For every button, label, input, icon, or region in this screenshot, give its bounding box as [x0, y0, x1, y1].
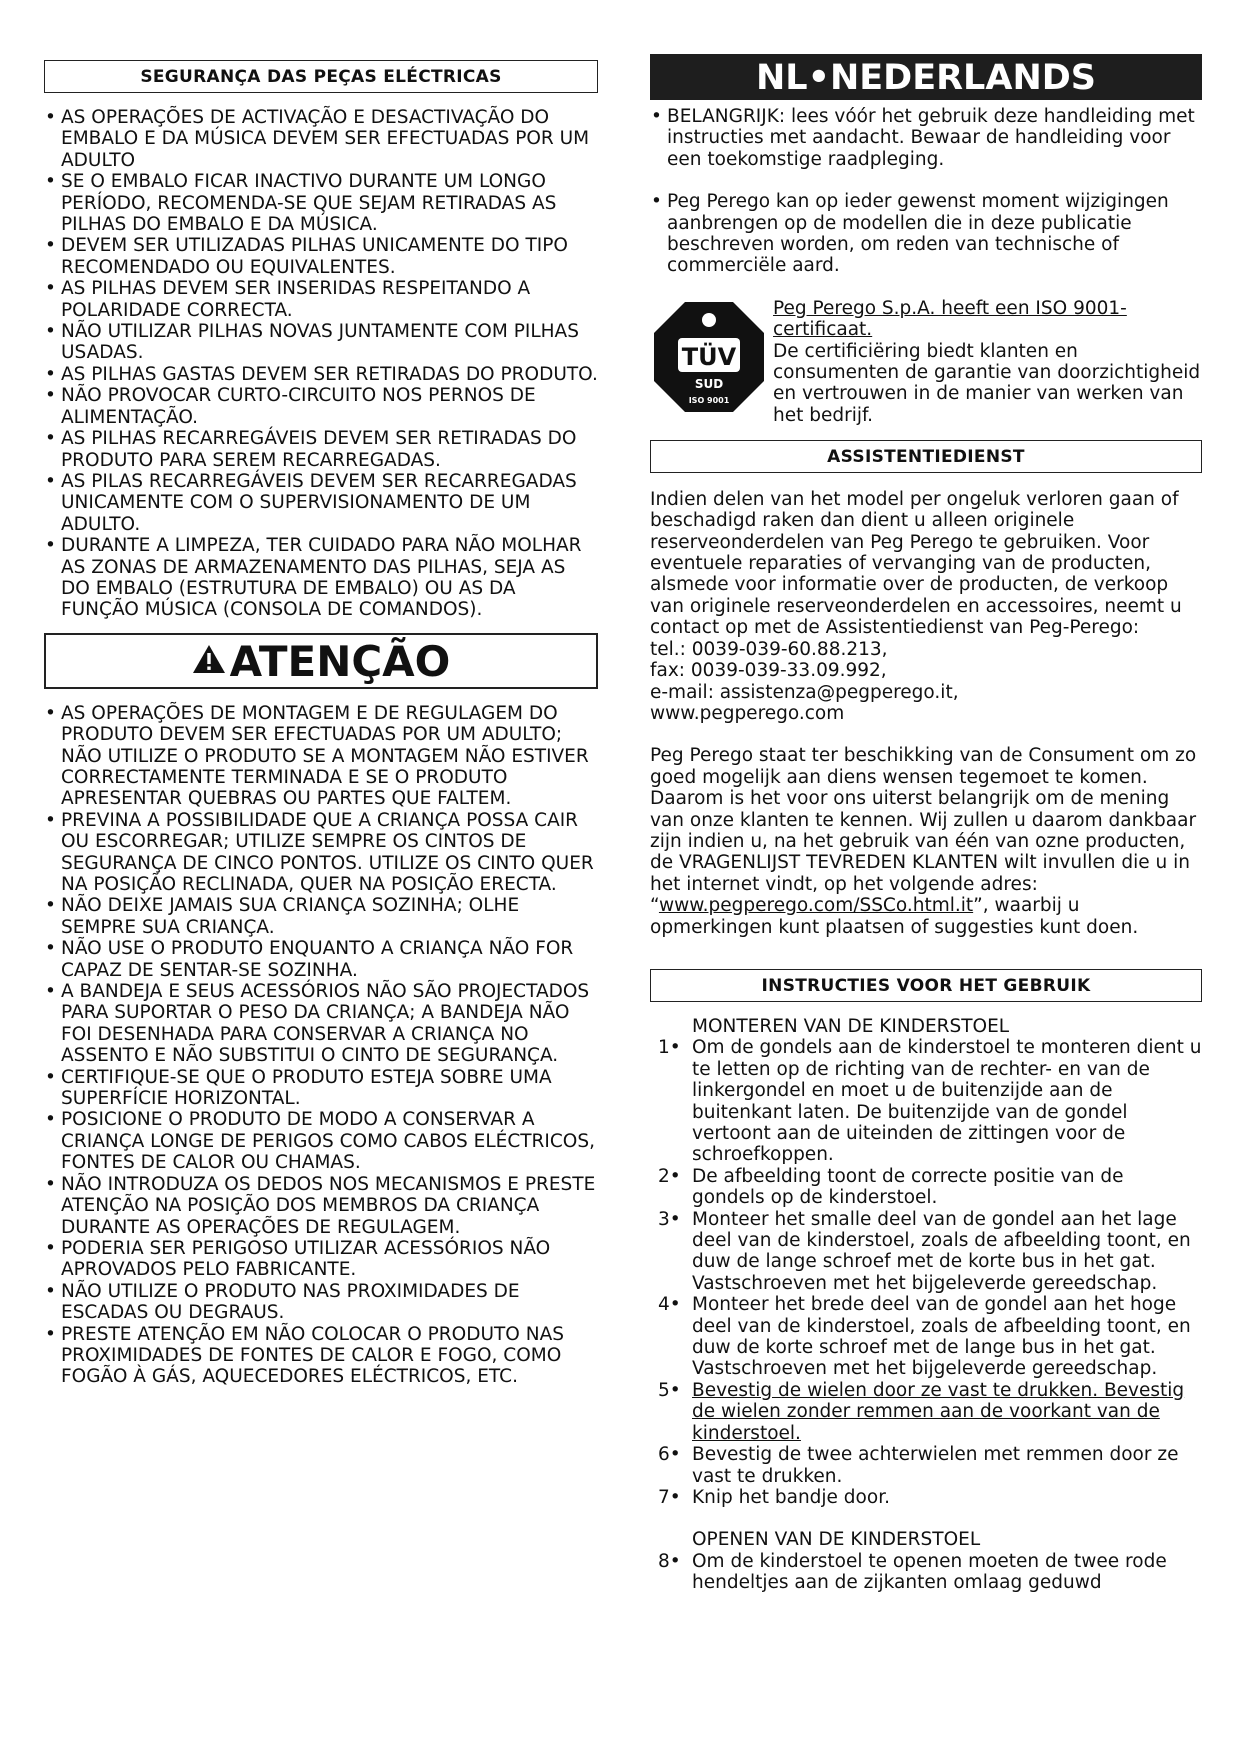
warning-triangle-icon — [192, 633, 226, 687]
step-number: 2• — [658, 1165, 681, 1187]
list-item: • PODERIA SER PERIGOSO UTILIZAR ACESSÓRIOS NÃO APROVADOS PELO FABRICANTE. — [44, 1238, 598, 1281]
list-item: • DURANTE A LIMPEZA, TER CUIDADO PARA NÃO MOLHAR AS ZONAS DE ARMAZENAMENTO DAS PILHAS, SEJA AS DO EMBALO (ESTRUTURA DE EMBALO) OU AS DA FUNÇÃO MÚSICA (CONSOLA DE COMANDOS). — [44, 535, 598, 621]
list-item: • AS PILHAS DEVEM SER INSERIDAS RESPEITANDO A POLARIDADE CORRECTA. — [44, 278, 598, 321]
atencao-list — [44, 703, 598, 1388]
intro-list — [650, 106, 1202, 277]
step-number: 5• — [658, 1379, 681, 1401]
step-text: Bevestig de twee achterwielen met remmen door ze vast te drukken. — [692, 1444, 1179, 1487]
open-steps — [650, 1551, 1202, 1594]
list-item: • NÃO USE O PRODUTO ENQUANTO A CRIANÇA NÃO FOR CAPAZ DE SENTAR-SE SOZINHA. — [44, 938, 598, 981]
step-number: 6• — [658, 1444, 681, 1466]
list-item: • AS OPERAÇÕES DE MONTAGEM E DE REGULAGEM DO PRODUTO DEVEM SER EFECTUADAS POR UM ADULTO; NÃO UTILIZE O PRODUTO SE A MONTAGEM NÃO ESTIVER CORRECTAMENTE TERMINADA E SE O PRODUTO APRESENTAR QUEBRAS OU PARTES QUE FALTEM. — [44, 703, 598, 810]
list-item: • NÃO INTRODUZA OS DEDOS NOS MECANISMOS E PRESTE ATENÇÃO NA POSIÇÃO DOS MEMBROS DA CRIANÇA DURANTE AS OPERAÇÕES DE REGULAGEM. — [44, 1174, 598, 1238]
list-item: • NÃO DEIXE JAMAIS SUA CRIANÇA SOZINHA; OLHE SEMPRE SUA CRIANÇA. — [44, 895, 598, 938]
tuv-logo-iso: ISO 9001 — [688, 395, 730, 405]
contact-web[interactable]: www.pegperego.com — [650, 702, 845, 724]
step-item — [650, 1380, 1202, 1444]
open-heading: OPENEN VAN DE KINDERSTOEL — [692, 1529, 981, 1551]
survey-text — [650, 745, 1202, 938]
electrical-safety-list — [44, 107, 598, 621]
step-text: Om de gondels aan de kinderstoel te monteren dient u te letten op de richting van de rechter- en van de linkergondel en moet u de buitenzijde aan de buitenkant laten. De buitenzijde van de gondel vertoont aan de uiteinden de zittingen voor de schroefkoppen. — [692, 1037, 1202, 1166]
mount-steps — [650, 1037, 1202, 1508]
language-title-bar: NL•NEDERLANDS — [650, 54, 1202, 100]
step-item — [650, 1551, 1202, 1594]
step-number: 1• — [658, 1037, 681, 1059]
list-item: • AS PILAS RECARREGÁVEIS DEVEM SER RECARREGADAS UNICAMENTE COM O SUPERVISIONAMENTO DE UM ADULTO. — [44, 471, 598, 535]
mount-heading: MONTEREN VAN DE KINDERSTOEL — [692, 1015, 1010, 1037]
list-item: • NÃO PROVOCAR CURTO-CIRCUITO NOS PERNOS DE ALIMENTAÇÃO. — [44, 385, 598, 428]
step-item — [650, 1444, 1202, 1487]
survey-link[interactable]: www.pegperego.com/SSCo.html.it — [658, 895, 974, 917]
step-number: 8• — [658, 1550, 681, 1572]
right-column — [650, 54, 1202, 1594]
assistance-text: Indien delen van het model per ongeluk verloren gaan of beschadigd raken dan dient u alleen originele reserveonderdelen van Peg Perego te gebruiken. Voor eventuele reparaties of vervanging van de producten, alsmede voor informatie over de producten, de verkoop van originele reserveonderdelen en accessoires, neemt u contact op met de Assistentiedienst van Peg-Perego: — [650, 488, 1182, 639]
list-item: • AS OPERAÇÕES DE ACTIVAÇÃO E DESACTIVAÇÃO DO EMBALO E DA MÚSICA DEVEM SER EFECTUADAS POR UM ADULTO — [44, 107, 598, 171]
tuv-logo — [650, 298, 768, 416]
step-text: De afbeelding toont de correcte positie van de gondels op de kinderstoel. — [692, 1165, 1124, 1209]
atencao-title: ATENÇÃO — [229, 636, 451, 686]
list-item: • PREVINA A POSSIBILIDADE QUE A CRIANÇA POSSA CAIR OU ESCORREGAR; UTILIZE SEMPRE OS CINTOS DE SEGURANÇA DE CINCO PONTOS. UTILIZE OS CINTO QUER NA POSIÇÃO RECLINADA, QUER NA POSIÇÃO ERECTA. — [44, 810, 598, 896]
step-text: Monteer het brede deel van de gondel aan het hoge deel van de kinderstoel, zoals de afbeelding toont, en duw de korte schroef met de lange bus in het gat. Vastschroeven met het bijgeleverde gereedschap. — [692, 1294, 1191, 1380]
list-item: • BELANGRIJK: lees vóór het gebruik deze handleiding met instructies met aandacht. Bewaar de handleiding voor een toekomstige raadpleging. — [650, 106, 1202, 170]
certification-text: De certificiëring biedt klanten en consumenten de garantie van doorzichtigheid en vertrouwen in de manier van werken van het bedrijf. — [773, 340, 1201, 426]
step-item — [650, 1037, 1202, 1165]
step-text: Monteer het smalle deel van de gondel aan het lage deel van de kinderstoel, zoals de afbeelding toont, en duw de lange schroef met de korte bus in het gat. Vastschroeven met het bijgeleverde gereedschap. — [692, 1208, 1191, 1294]
step-item — [650, 1294, 1202, 1380]
survey-text-1: Peg Perego staat ter beschikking van de Consument om zo goed mogelijk aan diens wensen tegemoet te komen. Daarom is het voor ons uiterst belangrijk om de mening van onze klanten te kennen. Wij zullen u daarom dankbaar zijn indien u, na het gebruik van één van ozne producten, de VRAGENLIJST TEVREDEN KLANTEN wilt invullen die u in het internet vindt, op het volgende adres: “ — [650, 745, 1197, 917]
atencao-heading-box — [44, 633, 598, 689]
list-item: • A BANDEJA E SEUS ACESSÓRIOS NÃO SÃO PROJECTADOS PARA SUPORTAR O PESO DA CRIANÇA; A BANDEJA NÃO FOI DESENHADA PARA CONSERVAR A CRIANÇA NO ASSENTO E NÃO SUBSTITUI O CINTO DE SEGURANÇA. — [44, 981, 598, 1067]
step-number: 4• — [658, 1294, 681, 1316]
contact-tel: tel.: 0039-039-60.88.213, — [650, 638, 888, 660]
tuv-logo-text: TÜV — [681, 342, 737, 371]
list-item: • NÃO UTILIZE O PRODUTO NAS PROXIMIDADES DE ESCADAS OU DEGRAUS. — [44, 1281, 598, 1324]
step-number: 3• — [658, 1208, 681, 1230]
step-text: Knip het bandje door. — [692, 1486, 890, 1508]
list-item: • CERTIFIQUE-SE QUE O PRODUTO ESTEJA SOBRE UMA SUPERFÍCIE HORIZONTAL. — [44, 1067, 598, 1110]
step-item — [650, 1487, 1202, 1508]
list-item: • PRESTE ATENÇÃO EM NÃO COLOCAR O PRODUTO NAS PROXIMIDADES DE FONTES DE CALOR E FOGO, COMO FOGÃO À GÁS, AQUECEDORES ELÉCTRICOS, ETC. — [44, 1324, 598, 1388]
list-item: • Peg Perego kan op ieder gewenst moment wijzigingen aanbrengen op de modellen die in deze publicatie beschreven worden, om reden van technische of commerciële aard. — [650, 191, 1202, 277]
certification-block — [650, 298, 1202, 428]
list-item: • AS PILHAS RECARREGÁVEIS DEVEM SER RETIRADAS DO PRODUTO PARA SEREM RECARREGADAS. — [44, 428, 598, 471]
step-item — [650, 1166, 1202, 1209]
tuv-logo-sub: SUD — [694, 376, 724, 391]
electrical-safety-heading: SEGURANÇA DAS PEÇAS ELÉCTRICAS — [44, 60, 598, 93]
list-item: • POSICIONE O PRODUTO DE MODO A CONSERVAR A CRIANÇA LONGE DE PERIGOS COMO CABOS ELÉCTRICOS, FONTES DE CALOR OU CHAMAS. — [44, 1109, 598, 1173]
contact-fax: fax: 0039-039-33.09.992, — [650, 660, 887, 682]
instructions-heading: INSTRUCTIES VOOR HET GEBRUIK — [650, 969, 1202, 1002]
step-text: Bevestig de wielen door ze vast te drukken. Bevestig de wielen zonder remmen aan de voorkant van de kinderstoel. — [692, 1379, 1185, 1444]
left-column — [44, 60, 598, 1388]
list-item: • AS PILHAS GASTAS DEVEM SER RETIRADAS DO PRODUTO. — [44, 364, 598, 385]
step-number: 7• — [658, 1486, 681, 1508]
list-item: • NÃO UTILIZAR PILHAS NOVAS JUNTAMENTE COM PILHAS USADAS. — [44, 321, 598, 364]
contact-email[interactable]: e-mail: assistenza@pegperego.it, — [650, 681, 959, 703]
assistance-heading: ASSISTENTIEDIENST — [650, 440, 1202, 473]
certification-link[interactable]: Peg Perego S.p.A. heeft een ISO 9001-certificaat. — [773, 297, 1127, 341]
survey-text-2: ”, waarbij u opmerkingen kunt plaatsen of suggesties kunt doen. — [650, 895, 1139, 938]
step-text: Om de kinderstoel te openen moeten de twee rode hendeltjes aan de zijkanten omlaag geduwd — [692, 1550, 1167, 1594]
list-item: • DEVEM SER UTILIZADAS PILHAS UNICAMENTE DO TIPO RECOMENDADO OU EQUIVALENTES. — [44, 235, 598, 278]
certification-text-block — [773, 298, 1203, 426]
step-item — [650, 1209, 1202, 1295]
list-item: • SE O EMBALO FICAR INACTIVO DURANTE UM LONGO PERÍODO, RECOMENDA-SE QUE SEJAM RETIRADAS AS PILHAS DO EMBALO E DA MÚSICA. — [44, 171, 598, 235]
